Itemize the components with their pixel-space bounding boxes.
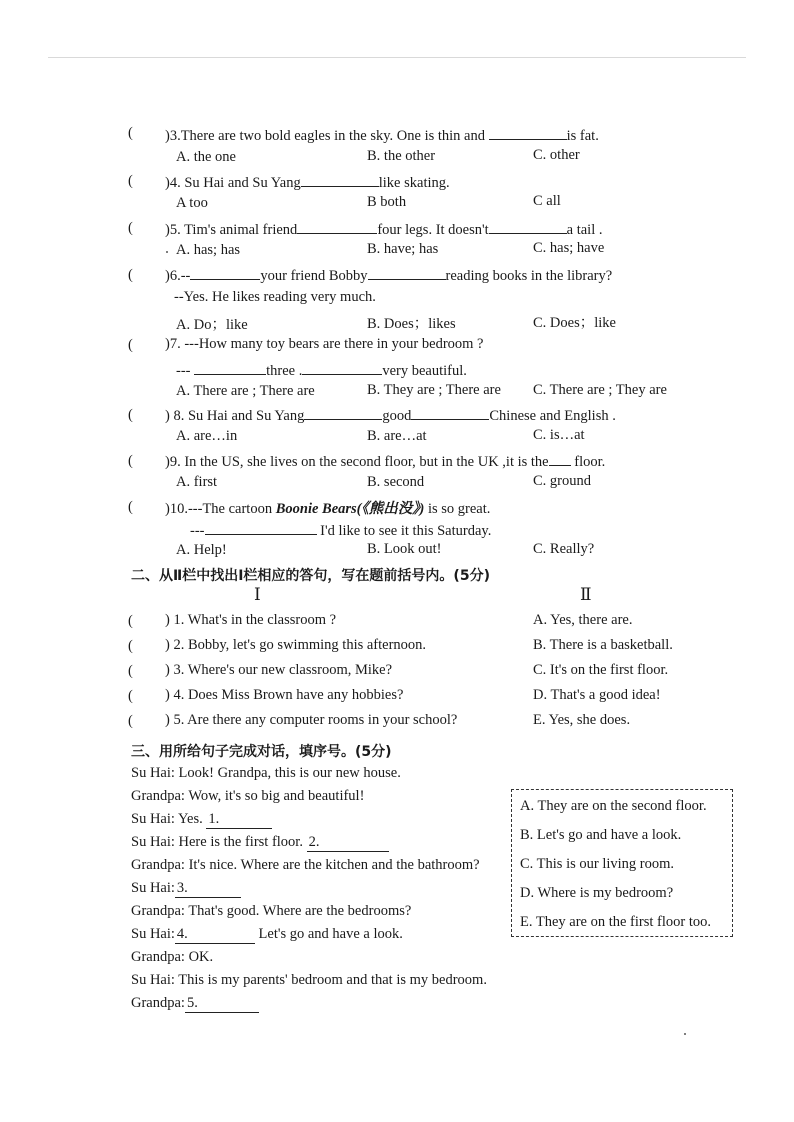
answer-paren: ( xyxy=(128,613,133,629)
blank-number: 4. xyxy=(176,926,188,942)
dialog-text: Su Hai: xyxy=(131,926,175,942)
question-5 xyxy=(165,219,603,239)
answer-paren: ( xyxy=(128,267,133,283)
question-10 xyxy=(165,497,490,518)
dialog-text: Su Hai: xyxy=(131,880,175,896)
dialog-text: Let's go and have a look. xyxy=(258,926,403,942)
answer-blank[interactable] xyxy=(297,219,377,234)
question-7: )7. ---How many toy bears are there in your bedroom ? xyxy=(165,336,484,352)
answer-blank-3[interactable] xyxy=(175,880,241,898)
question-text: ) 8. Su Hai and Su Yang xyxy=(165,408,305,424)
dialog-line-2: Grandpa: Wow, it's so big and beautiful! xyxy=(131,788,365,804)
option-a: A. Do；like xyxy=(176,317,248,333)
blank-number: 5. xyxy=(186,995,198,1011)
question-text: like skating. xyxy=(378,175,450,191)
option-a: A. They are on the second floor. xyxy=(520,798,707,814)
answer-paren: ( xyxy=(128,453,133,469)
option-c: C. has; have xyxy=(533,240,605,256)
answer-paren: ( xyxy=(128,663,133,679)
question-3 xyxy=(165,125,599,145)
dialog-line-9: Grandpa: OK. xyxy=(131,949,214,965)
dialog-text: Grandpa: xyxy=(131,995,185,1011)
answer-paren: ( xyxy=(128,499,133,515)
question-4 xyxy=(165,172,450,192)
option-a: A. has; has xyxy=(176,242,241,258)
option-a: A. Help! xyxy=(176,542,227,558)
dialog-line-11 xyxy=(131,995,259,1013)
option-c: C. Does；like xyxy=(533,315,616,331)
answer-blank[interactable] xyxy=(489,219,567,234)
question-text: floor. xyxy=(574,454,606,470)
stray-mark xyxy=(684,1033,686,1035)
option-a: A. first xyxy=(176,474,218,490)
option-c: C. is…at xyxy=(533,427,585,443)
blank-number: 1. xyxy=(208,811,220,827)
answer-blank-1[interactable] xyxy=(206,811,272,829)
answer-blank-4[interactable] xyxy=(175,926,255,944)
answer-blank[interactable] xyxy=(205,520,317,535)
question-text: )10.---The cartoon xyxy=(165,501,273,517)
dialog-line-5: Grandpa: It's nice. Where are the kitchen and the bathroom? xyxy=(131,857,480,873)
option-a: A. are…in xyxy=(176,428,238,444)
blank-number: 3. xyxy=(176,880,188,896)
match-question-1: ) 1. What's in the classroom ? xyxy=(165,612,337,628)
cartoon-title: Boonie Bears(《熊出没》) xyxy=(275,501,425,517)
question-6 xyxy=(165,265,612,285)
answer-blank[interactable] xyxy=(190,265,260,280)
answer-blank-2[interactable] xyxy=(307,834,389,852)
question-9 xyxy=(165,451,605,471)
option-c: C. Really? xyxy=(533,541,595,557)
page-top-rule xyxy=(48,57,746,58)
question-text: reading books in the library? xyxy=(445,268,613,284)
option-b: B. Look out! xyxy=(367,541,442,557)
question-text: )3.There are two bold eagles in the sky. One is thin and xyxy=(165,128,485,144)
option-c: C. other xyxy=(533,147,580,163)
option-a: A too xyxy=(176,195,208,211)
question-text: )5. Tim's animal friend xyxy=(165,222,298,238)
match-answer-b: B. There is a basketball. xyxy=(533,637,673,653)
question-text: is so great. xyxy=(427,501,491,517)
match-answer-d: D. That's a good idea! xyxy=(533,687,661,703)
option-c: C all xyxy=(533,193,561,209)
question-text: is fat. xyxy=(566,128,599,144)
question-text: very beautiful. xyxy=(382,363,467,379)
option-b: B. the other xyxy=(367,148,436,164)
answer-blank[interactable] xyxy=(301,172,379,187)
option-a: A. There are ; There are xyxy=(176,383,315,399)
question-text: Chinese and English . xyxy=(489,408,616,424)
option-b: B. second xyxy=(367,474,425,490)
answer-blank[interactable] xyxy=(411,405,489,420)
option-b: B. Does；likes xyxy=(367,316,456,332)
match-question-2: ) 2. Bobby, let's go swimming this afternoon. xyxy=(165,637,427,653)
match-answer-a: A. Yes, there are. xyxy=(533,612,633,628)
blank-number: 2. xyxy=(308,834,320,850)
match-answer-c: C. It's on the first floor. xyxy=(533,662,669,678)
section-2-heading: 二、从Ⅱ栏中找出Ⅰ栏相应的答句，写在题前括号内。(5分) xyxy=(131,568,490,584)
match-answer-e: E. Yes, she does. xyxy=(533,712,631,728)
option-c: C. There are ; They are xyxy=(533,382,667,398)
option-b: B. They are ; There are xyxy=(367,382,501,398)
match-question-5: ) 5. Are there any computer rooms in your school? xyxy=(165,712,458,728)
option-b: B. have; has xyxy=(367,241,439,257)
option-b: B. are…at xyxy=(367,428,427,444)
dialog-text: Su Hai: Yes. xyxy=(131,811,203,827)
answer-paren: ( xyxy=(128,638,133,654)
question-text: good xyxy=(382,408,412,424)
column-2-label: Ⅱ xyxy=(580,585,592,605)
option-c: C. This is our living room. xyxy=(520,856,675,872)
answer-blank[interactable] xyxy=(304,405,382,420)
dialog-line-7: Grandpa: That's good. Where are the bedrooms? xyxy=(131,903,412,919)
options-box xyxy=(511,789,733,937)
question-8 xyxy=(165,405,616,425)
option-d: D. Where is my bedroom? xyxy=(520,885,674,901)
option-a: A. the one xyxy=(176,149,236,165)
answer-paren: ( xyxy=(128,125,133,141)
option-b: B both xyxy=(367,194,407,210)
dialog-text: Su Hai: Here is the first floor. xyxy=(131,834,303,850)
question-text: --- xyxy=(190,523,205,539)
option-c: C. ground xyxy=(533,473,591,489)
question-7-line2 xyxy=(176,360,467,380)
match-question-3: ) 3. Where's our new classroom, Mike? xyxy=(165,662,393,678)
question-10-line2 xyxy=(190,520,491,540)
question-text: a tail . xyxy=(566,222,603,238)
answer-paren: ( xyxy=(128,337,133,353)
answer-blank[interactable] xyxy=(194,360,266,375)
dialog-line-10: Su Hai: This is my parents' bedroom and that is my bedroom. xyxy=(131,972,487,988)
column-1-label: Ⅰ xyxy=(254,585,261,605)
answer-blank[interactable] xyxy=(549,451,571,466)
match-question-4: ) 4. Does Miss Brown have any hobbies? xyxy=(165,687,404,703)
question-text: I'd like to see it this Saturday. xyxy=(320,523,492,539)
question-text: --- xyxy=(176,363,191,379)
answer-blank[interactable] xyxy=(368,265,446,280)
answer-blank-5[interactable] xyxy=(185,995,259,1013)
dialog-reply: --Yes. He likes reading very much. xyxy=(174,289,376,305)
answer-blank[interactable] xyxy=(302,360,382,375)
question-text: )6.-- xyxy=(165,268,191,284)
dialog-line-1: Su Hai: Look! Grandpa, this is our new house. xyxy=(131,765,401,781)
dialog-line-8 xyxy=(131,926,403,944)
question-text: four legs. It doesn't xyxy=(377,222,489,238)
dialog-line-3 xyxy=(131,811,272,829)
answer-paren: ( xyxy=(128,220,133,236)
question-text: )9. In the US, she lives on the second floor, but in the UK ,it is the xyxy=(165,454,549,470)
question-text: )4. Su Hai and Su Yang xyxy=(165,175,301,191)
question-text: three . xyxy=(266,363,303,379)
question-text: your friend Bobby xyxy=(260,268,368,284)
dialog-line-6 xyxy=(131,880,241,898)
answer-paren: ( xyxy=(128,713,133,729)
section-3-heading: 三、用所给句子完成对话，填序号。(5分) xyxy=(131,744,392,760)
dialog-line-4 xyxy=(131,834,389,852)
answer-blank[interactable] xyxy=(489,125,567,140)
answer-paren: ( xyxy=(128,688,133,704)
option-b: B. Let's go and have a look. xyxy=(520,827,682,843)
answer-paren: ( xyxy=(128,173,133,189)
stray-mark xyxy=(166,251,168,253)
answer-paren: ( xyxy=(128,407,133,423)
option-e: E. They are on the first floor too. xyxy=(520,914,711,930)
